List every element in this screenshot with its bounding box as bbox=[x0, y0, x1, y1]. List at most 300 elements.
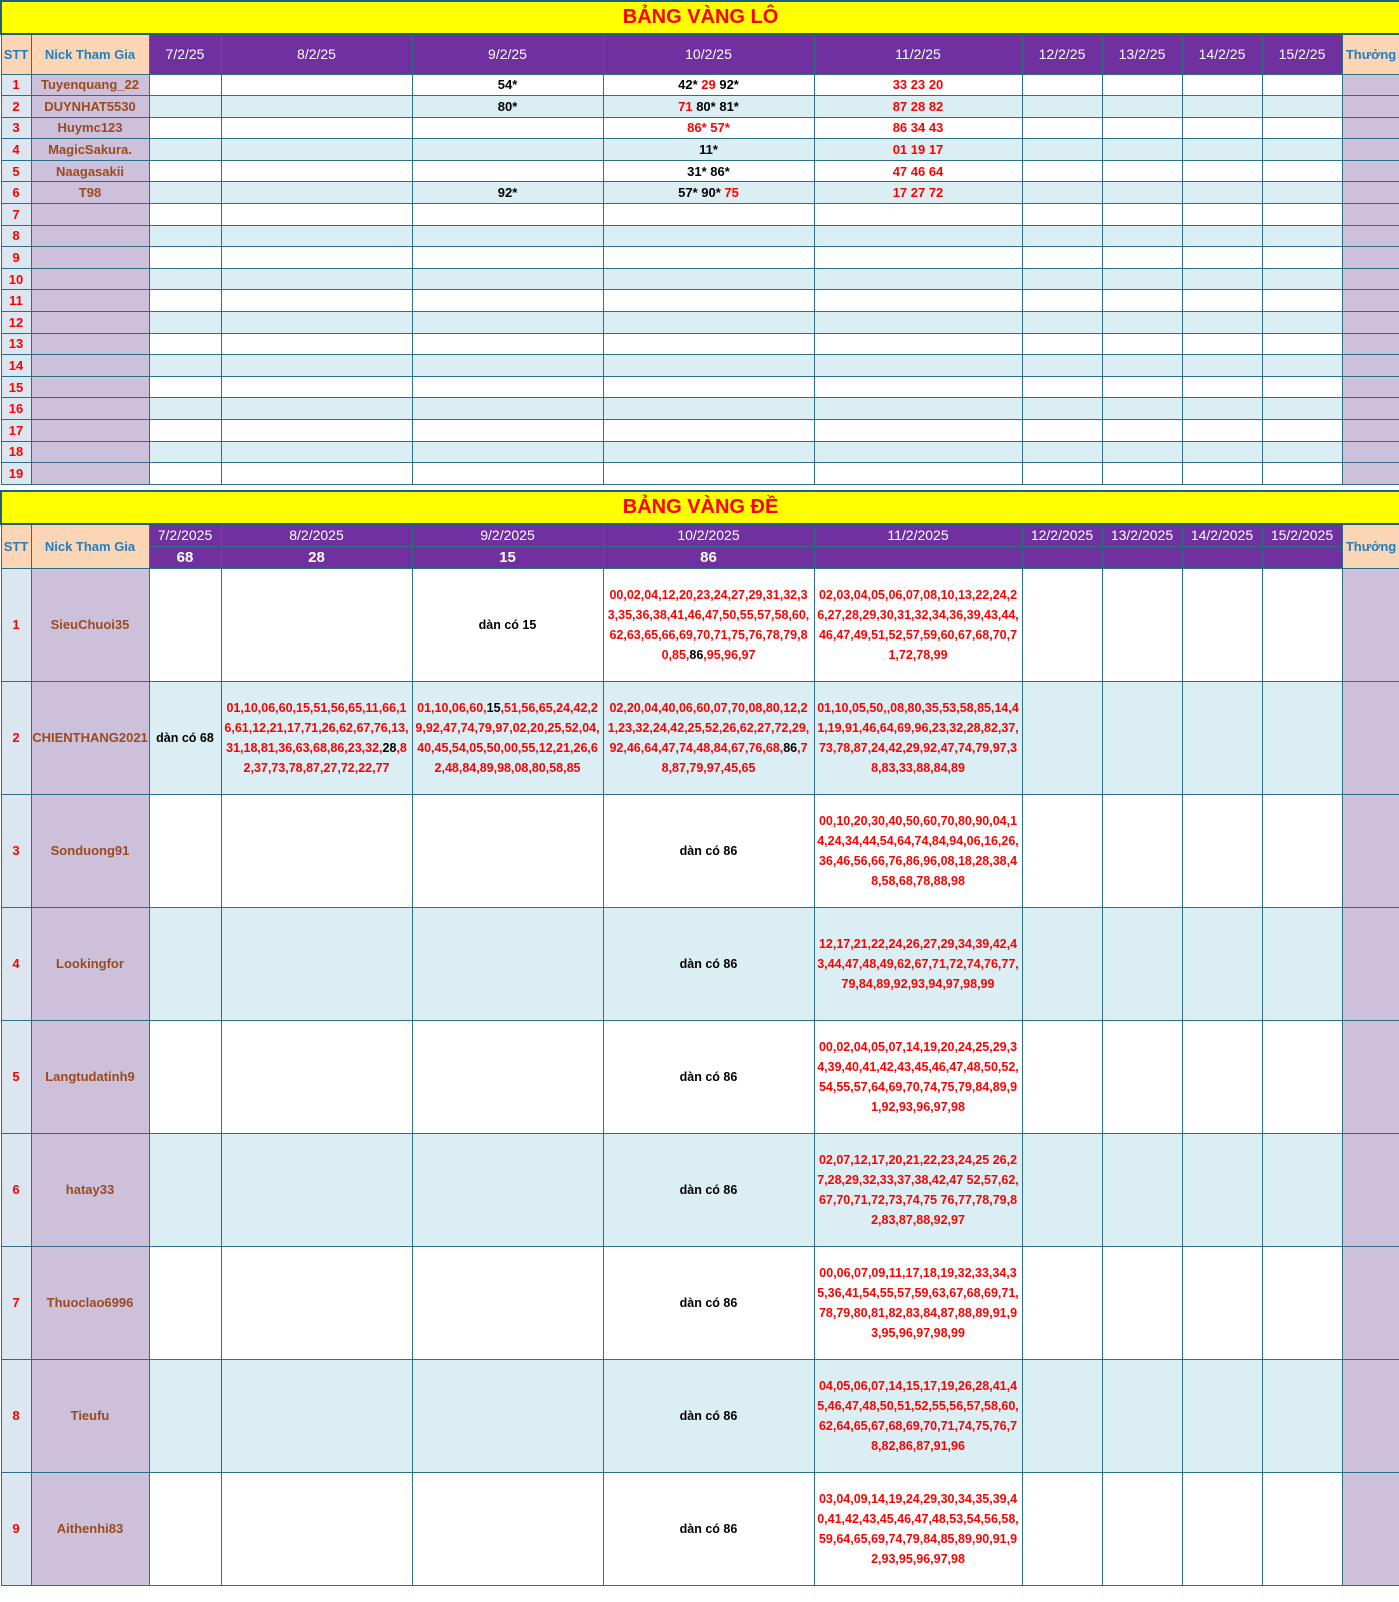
lo-pick-cell[interactable] bbox=[1262, 398, 1342, 420]
de-pick-cell[interactable] bbox=[1182, 907, 1262, 1020]
de-pick-cell[interactable] bbox=[1262, 1472, 1342, 1585]
de-pick-cell[interactable] bbox=[221, 681, 412, 794]
de-pick-cell[interactable] bbox=[1182, 794, 1262, 907]
lo-pick-cell[interactable] bbox=[814, 247, 1022, 269]
lo-pick-cell[interactable] bbox=[1102, 333, 1182, 355]
reward-cell[interactable] bbox=[1342, 225, 1399, 247]
lo-pick-cell[interactable] bbox=[1262, 355, 1342, 377]
lo-pick-cell[interactable] bbox=[1262, 376, 1342, 398]
lo-pick-cell[interactable] bbox=[1262, 333, 1342, 355]
lo-pick-cell[interactable] bbox=[412, 225, 603, 247]
lo-pick-cell[interactable] bbox=[412, 463, 603, 485]
de-pick-cell[interactable] bbox=[814, 1472, 1022, 1585]
lo-pick-cell[interactable] bbox=[149, 376, 221, 398]
lo-pick-cell[interactable] bbox=[603, 355, 814, 377]
de-pick-cell[interactable] bbox=[412, 681, 603, 794]
lo-pick-cell[interactable] bbox=[603, 96, 814, 118]
reward-cell[interactable] bbox=[1342, 312, 1399, 334]
pick-number: 01,10,06,60,15,51,56,65,11,66,16,61,12,21,17,71,26,62,67,76,13,31,18,81,36,63,68,86,23,32, bbox=[224, 700, 409, 755]
de-pick-cell[interactable] bbox=[814, 907, 1022, 1020]
de-pick-cell[interactable] bbox=[1102, 681, 1182, 794]
lo-pick-cell[interactable] bbox=[1262, 139, 1342, 161]
lo-pick-cell[interactable] bbox=[1102, 74, 1182, 96]
de-pick-cell[interactable] bbox=[814, 1359, 1022, 1472]
lo-pick-cell[interactable] bbox=[1102, 204, 1182, 226]
lo-pick-cell[interactable] bbox=[412, 441, 603, 463]
de-pick-cell[interactable] bbox=[1262, 1133, 1342, 1246]
lo-pick-cell[interactable] bbox=[412, 398, 603, 420]
lo-pick-cell[interactable] bbox=[1262, 204, 1342, 226]
lo-pick-cell[interactable] bbox=[814, 441, 1022, 463]
lo-pick-cell[interactable] bbox=[149, 139, 221, 161]
lo-pick-cell[interactable] bbox=[1022, 355, 1102, 377]
lo-pick-cell[interactable] bbox=[221, 225, 412, 247]
lo-pick-cell[interactable] bbox=[603, 398, 814, 420]
de-pick-cell[interactable] bbox=[1182, 681, 1262, 794]
lo-pick-cell[interactable] bbox=[814, 333, 1022, 355]
lo-pick-cell[interactable] bbox=[149, 355, 221, 377]
de-pick-cell[interactable] bbox=[1022, 681, 1102, 794]
lo-pick-cell[interactable] bbox=[412, 268, 603, 290]
de-pick-cell[interactable] bbox=[412, 568, 603, 681]
lo-pick-cell[interactable] bbox=[412, 376, 603, 398]
reward-cell[interactable] bbox=[1342, 182, 1399, 204]
lo-pick-cell[interactable] bbox=[1022, 376, 1102, 398]
reward-cell[interactable] bbox=[1342, 794, 1399, 907]
reward-cell[interactable] bbox=[1342, 204, 1399, 226]
de-table bbox=[0, 490, 1399, 1586]
de-pick-cell[interactable] bbox=[412, 1472, 603, 1585]
lo-pick-cell[interactable] bbox=[814, 117, 1022, 139]
lo-pick-cell[interactable] bbox=[412, 312, 603, 334]
lo-pick-cell[interactable] bbox=[1262, 96, 1342, 118]
de-pick-cell[interactable] bbox=[603, 907, 814, 1020]
lo-pick-cell[interactable] bbox=[221, 182, 412, 204]
lo-pick-cell[interactable] bbox=[1182, 420, 1262, 442]
lo-pick-cell[interactable] bbox=[814, 312, 1022, 334]
lo-pick-cell[interactable] bbox=[1022, 463, 1102, 485]
lo-pick-cell[interactable] bbox=[1262, 182, 1342, 204]
de-pick-cell[interactable] bbox=[1022, 1246, 1102, 1359]
de-pick-cell[interactable] bbox=[221, 794, 412, 907]
lo-pick-cell[interactable] bbox=[1022, 160, 1102, 182]
lo-pick-cell[interactable] bbox=[221, 463, 412, 485]
de-pick-cell[interactable] bbox=[412, 1020, 603, 1133]
lo-pick-cell[interactable] bbox=[412, 139, 603, 161]
de-header-date: 10/2/2025 bbox=[603, 524, 814, 546]
lo-pick-cell[interactable] bbox=[221, 376, 412, 398]
lo-pick-cell[interactable] bbox=[149, 160, 221, 182]
lo-pick-cell[interactable] bbox=[1262, 312, 1342, 334]
row-number: 1 bbox=[1, 74, 31, 96]
lo-pick-cell[interactable] bbox=[603, 247, 814, 269]
lo-pick-cell[interactable] bbox=[412, 117, 603, 139]
de-pick-cell[interactable] bbox=[412, 1246, 603, 1359]
lo-pick-cell[interactable] bbox=[1182, 355, 1262, 377]
de-pick-cell[interactable] bbox=[1182, 1020, 1262, 1133]
lo-pick-cell[interactable] bbox=[221, 268, 412, 290]
de-pick-cell[interactable] bbox=[814, 1246, 1022, 1359]
de-pick-cell[interactable] bbox=[149, 1133, 221, 1246]
lo-pick-cell[interactable] bbox=[221, 420, 412, 442]
lo-pick-cell[interactable] bbox=[149, 204, 221, 226]
de-pick-cell[interactable] bbox=[412, 907, 603, 1020]
lo-pick-cell[interactable] bbox=[149, 463, 221, 485]
lo-pick-cell[interactable] bbox=[1182, 247, 1262, 269]
lo-pick-cell[interactable] bbox=[1182, 139, 1262, 161]
de-pick-cell[interactable] bbox=[603, 1246, 814, 1359]
de-result-value bbox=[1022, 546, 1102, 568]
de-pick-cell[interactable] bbox=[1102, 1472, 1182, 1585]
lo-pick-cell[interactable] bbox=[814, 96, 1022, 118]
lo-pick-cell[interactable] bbox=[1262, 160, 1342, 182]
lo-pick-cell[interactable] bbox=[814, 225, 1022, 247]
pick-number: dàn có 86 bbox=[679, 1521, 738, 1536]
de-pick-cell[interactable] bbox=[412, 1359, 603, 1472]
de-pick-cell[interactable] bbox=[1262, 1020, 1342, 1133]
lo-pick-cell[interactable] bbox=[603, 160, 814, 182]
lo-pick-cell[interactable] bbox=[1262, 247, 1342, 269]
reward-cell[interactable] bbox=[1342, 681, 1399, 794]
reward-cell[interactable] bbox=[1342, 117, 1399, 139]
lo-pick-cell[interactable] bbox=[221, 441, 412, 463]
de-pick-cell[interactable] bbox=[603, 1359, 814, 1472]
participant-nick bbox=[31, 204, 149, 226]
de-pick-cell[interactable] bbox=[1102, 1246, 1182, 1359]
lo-pick-cell[interactable] bbox=[603, 182, 814, 204]
de-pick-cell[interactable] bbox=[1102, 1020, 1182, 1133]
lo-pick-cell[interactable] bbox=[221, 96, 412, 118]
lo-pick-cell[interactable] bbox=[149, 247, 221, 269]
lo-pick-cell[interactable] bbox=[412, 182, 603, 204]
de-pick-cell[interactable] bbox=[412, 1133, 603, 1246]
lo-pick-cell[interactable] bbox=[412, 420, 603, 442]
lo-pick-cell[interactable] bbox=[1022, 225, 1102, 247]
lo-pick-cell[interactable] bbox=[1102, 355, 1182, 377]
de-pick-cell[interactable] bbox=[149, 1246, 221, 1359]
lo-pick-cell[interactable] bbox=[1262, 225, 1342, 247]
lo-pick-cell[interactable] bbox=[221, 117, 412, 139]
lo-pick-cell[interactable] bbox=[412, 247, 603, 269]
reward-cell[interactable] bbox=[1342, 290, 1399, 312]
lo-pick-cell[interactable] bbox=[149, 96, 221, 118]
lo-pick-cell[interactable] bbox=[1102, 139, 1182, 161]
lo-pick-cell[interactable] bbox=[1022, 398, 1102, 420]
lo-pick-cell[interactable] bbox=[1022, 182, 1102, 204]
lo-pick-cell[interactable] bbox=[1262, 463, 1342, 485]
lo-pick-cell[interactable] bbox=[1022, 139, 1102, 161]
de-pick-cell[interactable] bbox=[814, 1133, 1022, 1246]
lo-pick-cell[interactable] bbox=[814, 74, 1022, 96]
reward-cell[interactable] bbox=[1342, 1359, 1399, 1472]
lo-pick-cell[interactable] bbox=[814, 420, 1022, 442]
de-pick-cell[interactable] bbox=[149, 1020, 221, 1133]
de-pick-cell[interactable] bbox=[149, 1472, 221, 1585]
de-pick-cell[interactable] bbox=[603, 1133, 814, 1246]
de-pick-cell[interactable] bbox=[1102, 907, 1182, 1020]
lo-pick-cell[interactable] bbox=[412, 96, 603, 118]
de-pick-cell[interactable] bbox=[1022, 794, 1102, 907]
reward-cell[interactable] bbox=[1342, 96, 1399, 118]
pick-number: 92* bbox=[497, 185, 518, 201]
lo-pick-cell[interactable] bbox=[1182, 96, 1262, 118]
lo-pick-cell[interactable] bbox=[603, 225, 814, 247]
lo-pick-cell[interactable] bbox=[412, 160, 603, 182]
de-pick-cell[interactable] bbox=[1102, 1133, 1182, 1246]
lo-pick-cell[interactable] bbox=[149, 117, 221, 139]
lo-pick-cell[interactable] bbox=[221, 290, 412, 312]
lo-pick-cell[interactable] bbox=[1182, 204, 1262, 226]
lo-pick-cell[interactable] bbox=[814, 160, 1022, 182]
de-pick-cell[interactable] bbox=[1022, 568, 1102, 681]
de-pick-cell[interactable] bbox=[1022, 1133, 1102, 1246]
de-pick-cell[interactable] bbox=[603, 1020, 814, 1133]
de-pick-cell[interactable] bbox=[1022, 1359, 1102, 1472]
lo-pick-cell[interactable] bbox=[221, 247, 412, 269]
lo-pick-cell[interactable] bbox=[1182, 268, 1262, 290]
lo-pick-cell[interactable] bbox=[603, 333, 814, 355]
de-pick-cell[interactable] bbox=[1022, 1020, 1102, 1133]
lo-pick-cell[interactable] bbox=[1182, 312, 1262, 334]
de-pick-cell[interactable] bbox=[221, 1133, 412, 1246]
de-pick-cell[interactable] bbox=[221, 568, 412, 681]
de-pick-cell[interactable] bbox=[814, 568, 1022, 681]
lo-pick-cell[interactable] bbox=[814, 398, 1022, 420]
reward-cell[interactable] bbox=[1342, 1133, 1399, 1246]
lo-pick-cell[interactable] bbox=[149, 290, 221, 312]
lo-pick-cell[interactable] bbox=[1102, 268, 1182, 290]
lo-table-row bbox=[1, 441, 1399, 463]
lo-pick-cell[interactable] bbox=[603, 290, 814, 312]
de-pick-cell[interactable] bbox=[603, 794, 814, 907]
lo-pick-cell[interactable] bbox=[149, 398, 221, 420]
de-pick-cell[interactable] bbox=[149, 907, 221, 1020]
lo-pick-cell[interactable] bbox=[1182, 74, 1262, 96]
lo-pick-cell[interactable] bbox=[814, 182, 1022, 204]
lo-pick-cell[interactable] bbox=[412, 355, 603, 377]
de-pick-cell[interactable] bbox=[1102, 794, 1182, 907]
de-pick-cell[interactable] bbox=[814, 1020, 1022, 1133]
de-pick-cell[interactable] bbox=[1262, 1359, 1342, 1472]
lo-pick-cell[interactable] bbox=[1182, 290, 1262, 312]
lo-pick-cell[interactable] bbox=[1102, 182, 1182, 204]
de-pick-cell[interactable] bbox=[1102, 1359, 1182, 1472]
de-pick-cell[interactable] bbox=[1262, 907, 1342, 1020]
row-number: 6 bbox=[1, 182, 31, 204]
lo-pick-cell[interactable] bbox=[603, 268, 814, 290]
lo-pick-cell[interactable] bbox=[1102, 312, 1182, 334]
lo-pick-cell[interactable] bbox=[814, 204, 1022, 226]
lo-pick-cell[interactable] bbox=[603, 204, 814, 226]
de-pick-cell[interactable] bbox=[1262, 568, 1342, 681]
lo-pick-cell[interactable] bbox=[1102, 160, 1182, 182]
pick-number: 11* bbox=[699, 142, 718, 158]
lo-pick-cell[interactable] bbox=[1102, 398, 1182, 420]
lo-pick-cell[interactable] bbox=[149, 225, 221, 247]
lo-pick-cell[interactable] bbox=[1022, 247, 1102, 269]
pick-number: ,78,87,79,97,45,65 bbox=[661, 740, 808, 775]
lo-pick-cell[interactable] bbox=[149, 74, 221, 96]
reward-cell[interactable] bbox=[1342, 160, 1399, 182]
de-pick-cell[interactable] bbox=[149, 794, 221, 907]
lo-pick-cell[interactable] bbox=[814, 268, 1022, 290]
lo-pick-cell[interactable] bbox=[1182, 398, 1262, 420]
lo-pick-cell[interactable] bbox=[1262, 441, 1342, 463]
lo-pick-cell[interactable] bbox=[603, 441, 814, 463]
lo-pick-cell[interactable] bbox=[1102, 376, 1182, 398]
de-pick-cell[interactable] bbox=[1262, 681, 1342, 794]
lo-pick-cell[interactable] bbox=[1022, 96, 1102, 118]
lo-pick-cell[interactable] bbox=[814, 463, 1022, 485]
de-pick-cell[interactable] bbox=[1022, 907, 1102, 1020]
de-pick-cell[interactable] bbox=[221, 1020, 412, 1133]
lo-pick-cell[interactable] bbox=[412, 204, 603, 226]
lo-pick-cell[interactable] bbox=[603, 117, 814, 139]
de-pick-cell[interactable] bbox=[149, 568, 221, 681]
reward-cell[interactable] bbox=[1342, 139, 1399, 161]
lo-pick-cell[interactable] bbox=[1022, 420, 1102, 442]
reward-cell[interactable] bbox=[1342, 568, 1399, 681]
lo-pick-cell[interactable] bbox=[603, 139, 814, 161]
lo-pick-cell[interactable] bbox=[1022, 312, 1102, 334]
reward-cell[interactable] bbox=[1342, 1246, 1399, 1359]
pick-number: 86 bbox=[689, 647, 704, 662]
lo-pick-cell[interactable] bbox=[1102, 225, 1182, 247]
lo-pick-cell[interactable] bbox=[603, 463, 814, 485]
de-pick-cell[interactable] bbox=[1182, 1359, 1262, 1472]
reward-cell[interactable] bbox=[1342, 355, 1399, 377]
pick-number: 80* bbox=[497, 98, 518, 114]
lo-pick-cell[interactable] bbox=[1262, 117, 1342, 139]
lo-pick-cell[interactable] bbox=[412, 333, 603, 355]
lo-pick-cell[interactable] bbox=[1102, 117, 1182, 139]
de-header-date: 9/2/2025 bbox=[412, 524, 603, 546]
lo-pick-cell[interactable] bbox=[221, 333, 412, 355]
lo-pick-cell[interactable] bbox=[1182, 441, 1262, 463]
de-pick-cell[interactable] bbox=[603, 568, 814, 681]
lo-pick-cell[interactable] bbox=[412, 290, 603, 312]
participant-nick bbox=[31, 355, 149, 377]
lo-pick-cell[interactable] bbox=[1182, 160, 1262, 182]
lo-pick-cell[interactable] bbox=[149, 312, 221, 334]
reward-cell[interactable] bbox=[1342, 247, 1399, 269]
lo-pick-cell[interactable] bbox=[814, 355, 1022, 377]
reward-cell[interactable] bbox=[1342, 398, 1399, 420]
de-pick-cell[interactable] bbox=[814, 794, 1022, 907]
lo-pick-cell[interactable] bbox=[1262, 420, 1342, 442]
participant-nick: hatay33 bbox=[31, 1133, 149, 1246]
lo-pick-cell[interactable] bbox=[1182, 225, 1262, 247]
lo-pick-cell[interactable] bbox=[1102, 441, 1182, 463]
lo-pick-cell[interactable] bbox=[149, 333, 221, 355]
reward-cell[interactable] bbox=[1342, 907, 1399, 1020]
de-pick-cell[interactable] bbox=[1182, 1246, 1262, 1359]
lo-pick-cell[interactable] bbox=[603, 420, 814, 442]
de-pick-cell[interactable] bbox=[149, 1359, 221, 1472]
lo-pick-cell[interactable] bbox=[412, 74, 603, 96]
lo-pick-cell[interactable] bbox=[814, 376, 1022, 398]
de-pick-cell[interactable] bbox=[412, 794, 603, 907]
lo-pick-cell[interactable] bbox=[814, 139, 1022, 161]
reward-cell[interactable] bbox=[1342, 74, 1399, 96]
lo-pick-cell[interactable] bbox=[221, 74, 412, 96]
lo-pick-cell[interactable] bbox=[1022, 204, 1102, 226]
lo-pick-cell[interactable] bbox=[1022, 441, 1102, 463]
lo-pick-cell[interactable] bbox=[814, 290, 1022, 312]
lo-pick-cell[interactable] bbox=[149, 420, 221, 442]
reward-cell[interactable] bbox=[1342, 268, 1399, 290]
lo-pick-cell[interactable] bbox=[1262, 290, 1342, 312]
lo-body bbox=[1, 74, 1399, 484]
lo-pick-cell[interactable] bbox=[1022, 74, 1102, 96]
de-pick-cell[interactable] bbox=[1262, 1246, 1342, 1359]
lo-pick-cell[interactable] bbox=[603, 312, 814, 334]
lo-pick-cell[interactable] bbox=[1022, 268, 1102, 290]
de-pick-cell[interactable] bbox=[603, 681, 814, 794]
lo-pick-cell[interactable] bbox=[221, 398, 412, 420]
lo-pick-cell[interactable] bbox=[1022, 117, 1102, 139]
lo-pick-cell[interactable] bbox=[1182, 182, 1262, 204]
lo-pick-cell[interactable] bbox=[1102, 290, 1182, 312]
lo-pick-cell[interactable] bbox=[1022, 290, 1102, 312]
reward-cell[interactable] bbox=[1342, 420, 1399, 442]
pick-number: 01,10,05,50,,08,80,35,53,58,85,14,41,19,91,46,64,69,96,23,32,28,82,37,73,78,87,24,42,29,92,47,74,79,97,38,83,33,88,84,89 bbox=[817, 700, 1019, 775]
lo-pick-cell[interactable] bbox=[1102, 463, 1182, 485]
de-pick-cell[interactable] bbox=[603, 1472, 814, 1585]
lo-pick-cell[interactable] bbox=[149, 441, 221, 463]
reward-cell[interactable] bbox=[1342, 333, 1399, 355]
lo-pick-cell[interactable] bbox=[1102, 420, 1182, 442]
de-pick-cell[interactable] bbox=[1022, 1472, 1102, 1585]
lo-pick-cell[interactable] bbox=[1182, 333, 1262, 355]
lo-pick-cell[interactable] bbox=[149, 268, 221, 290]
de-pick-cell[interactable] bbox=[814, 681, 1022, 794]
lo-pick-cell[interactable] bbox=[603, 74, 814, 96]
de-pick-cell[interactable] bbox=[149, 681, 221, 794]
lo-pick-cell[interactable] bbox=[1182, 117, 1262, 139]
lo-pick-cell[interactable] bbox=[221, 312, 412, 334]
de-pick-cell[interactable] bbox=[1262, 794, 1342, 907]
lo-pick-cell[interactable] bbox=[221, 355, 412, 377]
lo-table-row bbox=[1, 290, 1399, 312]
lo-pick-cell[interactable] bbox=[149, 182, 221, 204]
de-pick-cell[interactable] bbox=[1102, 568, 1182, 681]
lo-pick-cell[interactable] bbox=[603, 376, 814, 398]
de-pick-cell[interactable] bbox=[1182, 568, 1262, 681]
lo-pick-cell[interactable] bbox=[1182, 376, 1262, 398]
reward-cell[interactable] bbox=[1342, 1472, 1399, 1585]
lo-pick-cell[interactable] bbox=[221, 160, 412, 182]
de-pick-cell[interactable] bbox=[221, 907, 412, 1020]
lo-pick-cell[interactable] bbox=[1102, 247, 1182, 269]
lo-pick-cell[interactable] bbox=[1262, 268, 1342, 290]
de-pick-cell[interactable] bbox=[1182, 1472, 1262, 1585]
de-pick-cell[interactable] bbox=[221, 1246, 412, 1359]
lo-pick-cell[interactable] bbox=[1102, 96, 1182, 118]
reward-cell[interactable] bbox=[1342, 1020, 1399, 1133]
lo-pick-cell[interactable] bbox=[221, 204, 412, 226]
de-pick-cell[interactable] bbox=[221, 1472, 412, 1585]
de-pick-cell[interactable] bbox=[1182, 1133, 1262, 1246]
lo-pick-cell[interactable] bbox=[221, 139, 412, 161]
lo-pick-cell[interactable] bbox=[1262, 74, 1342, 96]
de-pick-cell[interactable] bbox=[221, 1359, 412, 1472]
reward-cell[interactable] bbox=[1342, 376, 1399, 398]
reward-cell[interactable] bbox=[1342, 441, 1399, 463]
lo-pick-cell[interactable] bbox=[1182, 463, 1262, 485]
reward-cell[interactable] bbox=[1342, 463, 1399, 485]
lo-pick-cell[interactable] bbox=[1022, 333, 1102, 355]
